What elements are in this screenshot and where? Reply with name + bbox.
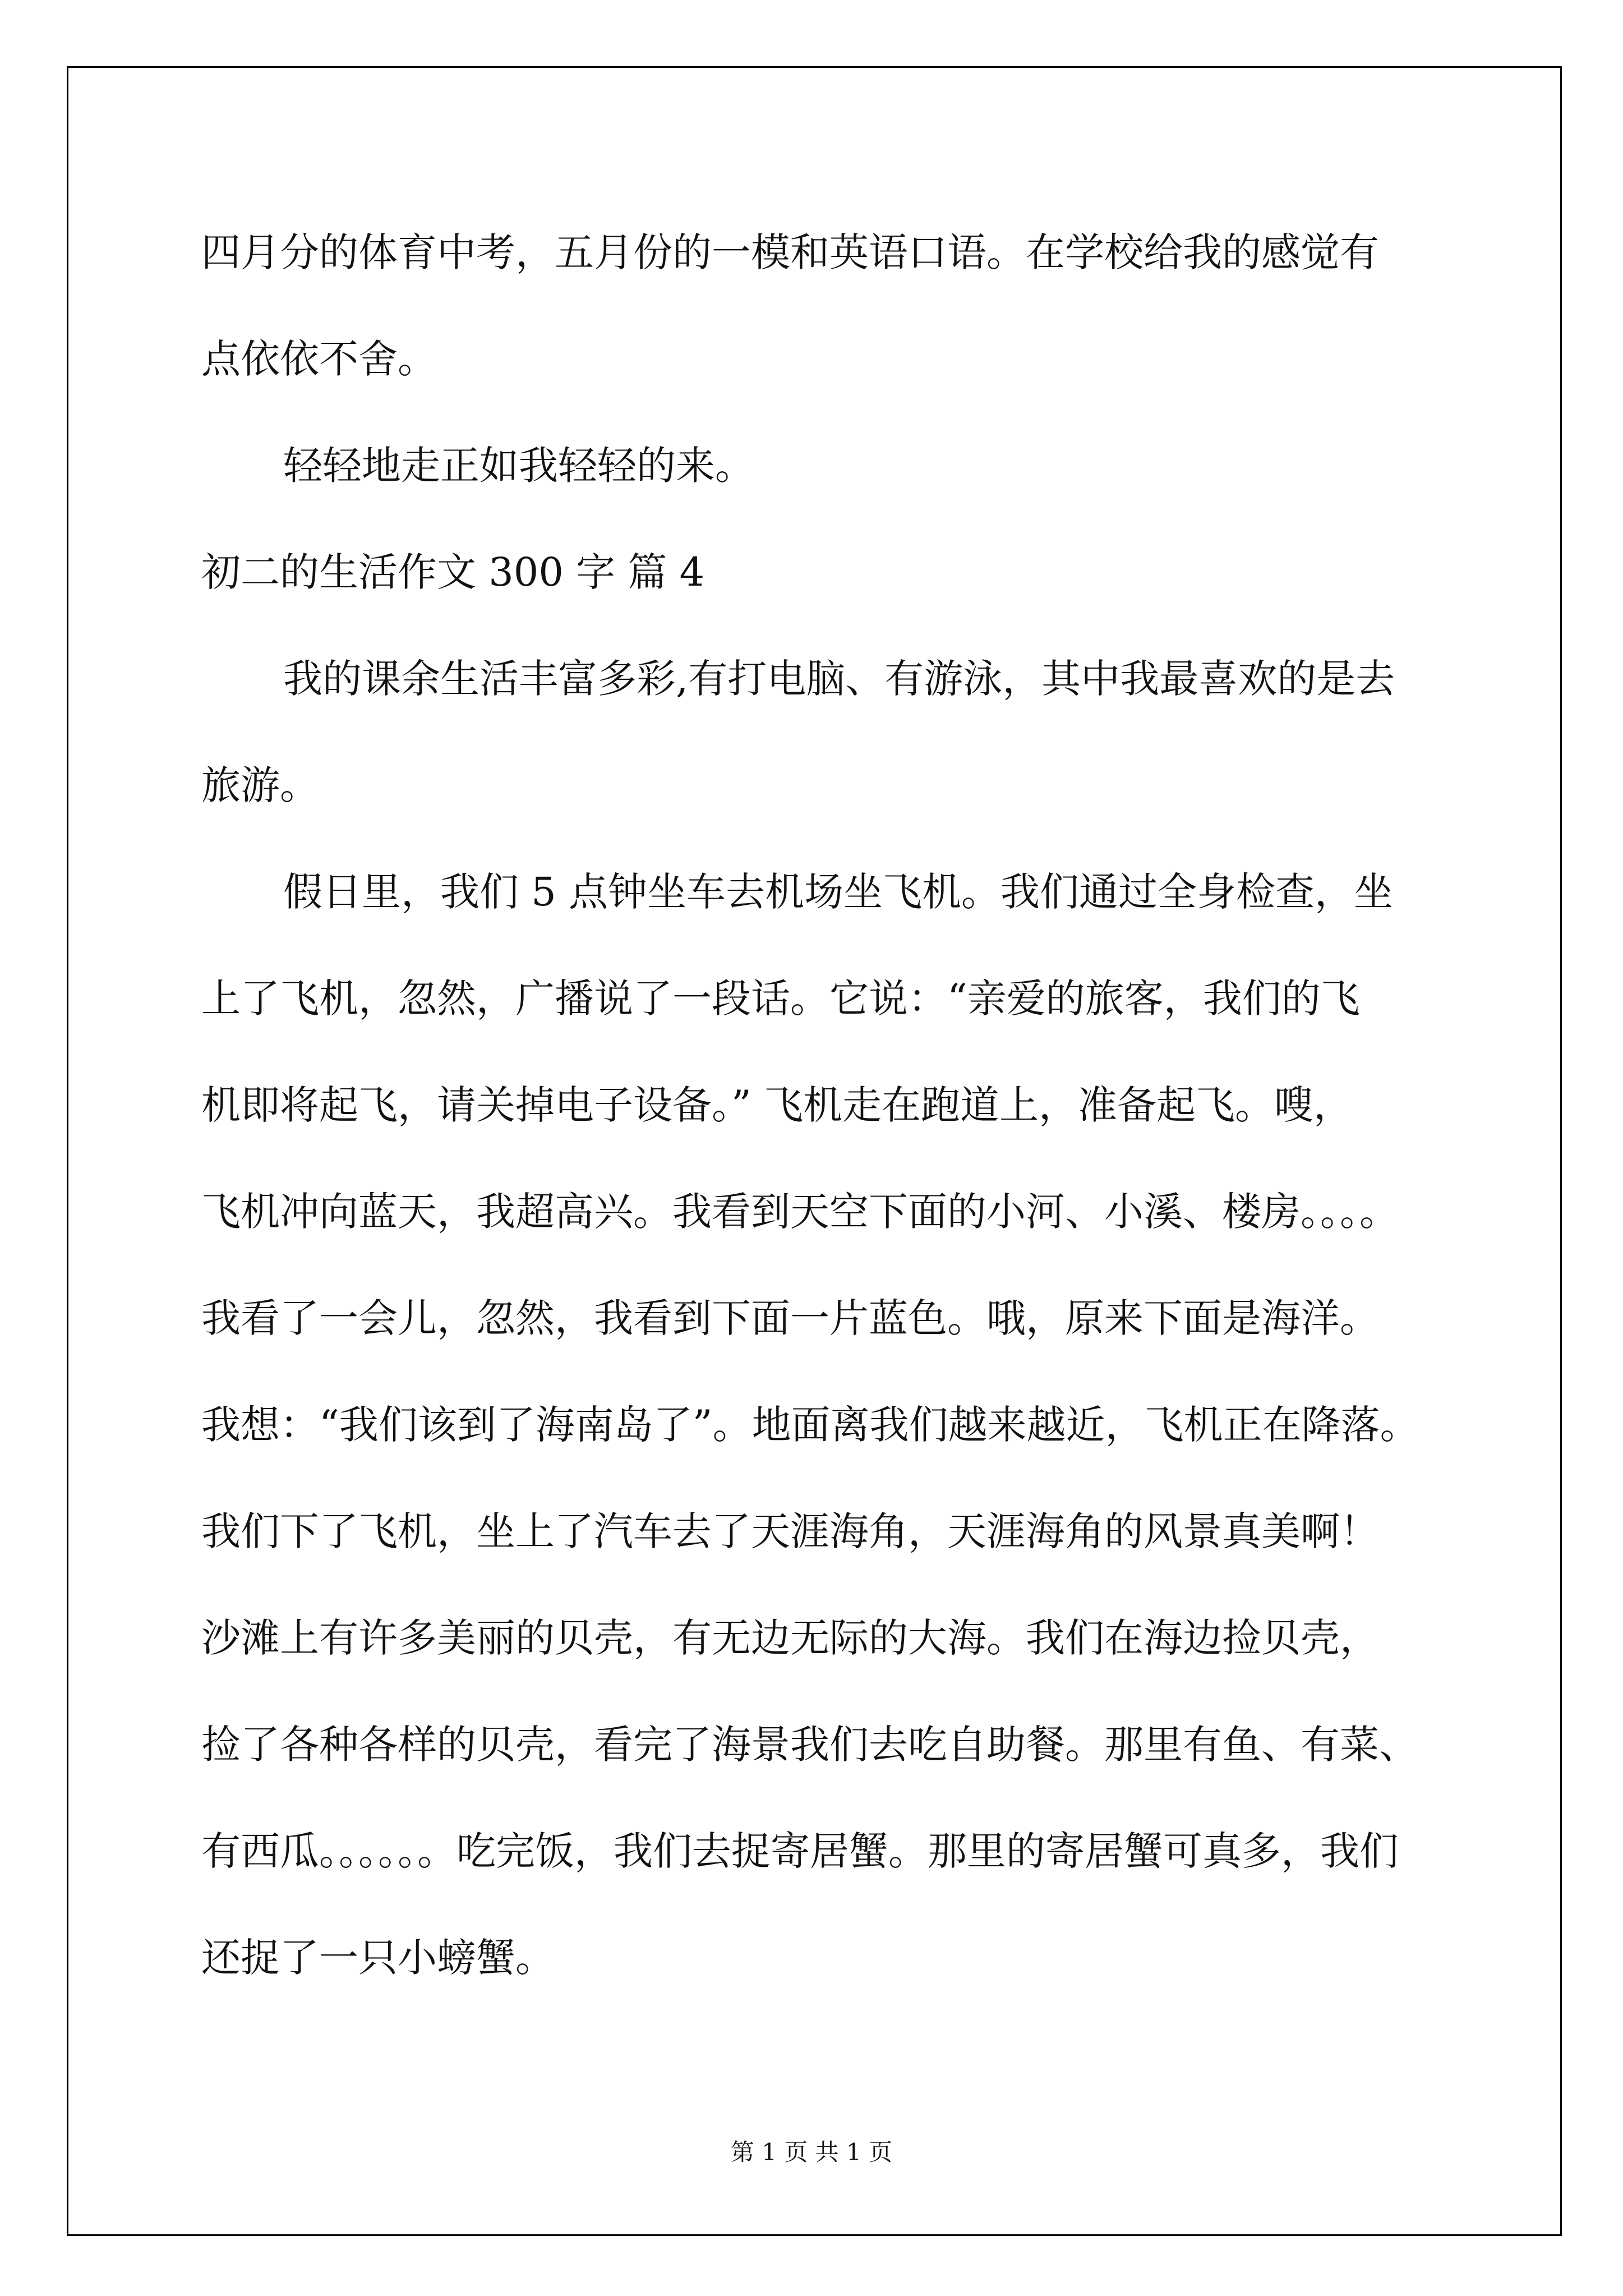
paragraph (201, 625, 1435, 839)
text-line: 我们下了飞机，坐上了汽车去了天涯海角，天涯海角的风景真美啊！ (201, 1508, 1379, 1554)
text-line: 捡了各种各样的贝壳，看完了海景我们去吃自助餐。那里有鱼、有菜、 (201, 1722, 1418, 1768)
text-line: 我想：“我们该到了海南岛了”。地面离我们越来越近，飞机正在降落。 (201, 1402, 1419, 1448)
text-line: 我看了一会儿，忽然，我看到下面一片蓝色。哦，原来下面是海洋。 (201, 1295, 1379, 1341)
essay (201, 519, 1435, 2011)
text-line: 还捉了一只小螃蟹。 (201, 1935, 555, 1981)
paragraph (201, 199, 1435, 412)
paragraph (201, 839, 1435, 2011)
text-line: 上了飞机，忽然，广播说了一段话。它说：“亲爱的旅客，我们的飞 (201, 976, 1360, 1022)
text-line: 点依依不舍。 (201, 336, 437, 382)
text-line: 沙滩上有许多美丽的贝壳，有无边无际的大海。我们在海边捡贝壳， (201, 1615, 1379, 1661)
document-body (201, 199, 1435, 2011)
essay-title: 初二的生活作文 300 字 篇 4 (201, 549, 705, 595)
text-line: 轻轻地走正如我轻轻的来。 (283, 443, 754, 489)
paragraph (201, 412, 1435, 519)
text-line: 四月分的体育中考，五月份的一模和英语口语。在学校给我的感觉有 (201, 229, 1379, 275)
text-line: 飞机冲向蓝天，我超高兴。我看到天空下面的小河、小溪、楼房。。。。 (201, 1189, 1399, 1235)
text-line: 我的课余生活丰富多彩,有打电脑、有游泳，其中我最喜欢的是去 (283, 656, 1395, 702)
text-line: 有西瓜。。。。。。吃完饭，我们去捉寄居蟹。那里的寄居蟹可真多，我们 (201, 1828, 1399, 1874)
text-line: 机即将起飞，请关掉电子设备。” 飞机走在跑道上，准备起飞。嗖， (201, 1082, 1353, 1128)
page-footer: 第 1 页 共 1 页 (730, 2138, 893, 2166)
text-line: 旅游。 (201, 762, 319, 808)
text-line: 假日里，我们 5 点钟坐车去机场坐飞机。我们通过全身检查，坐 (283, 869, 1394, 915)
